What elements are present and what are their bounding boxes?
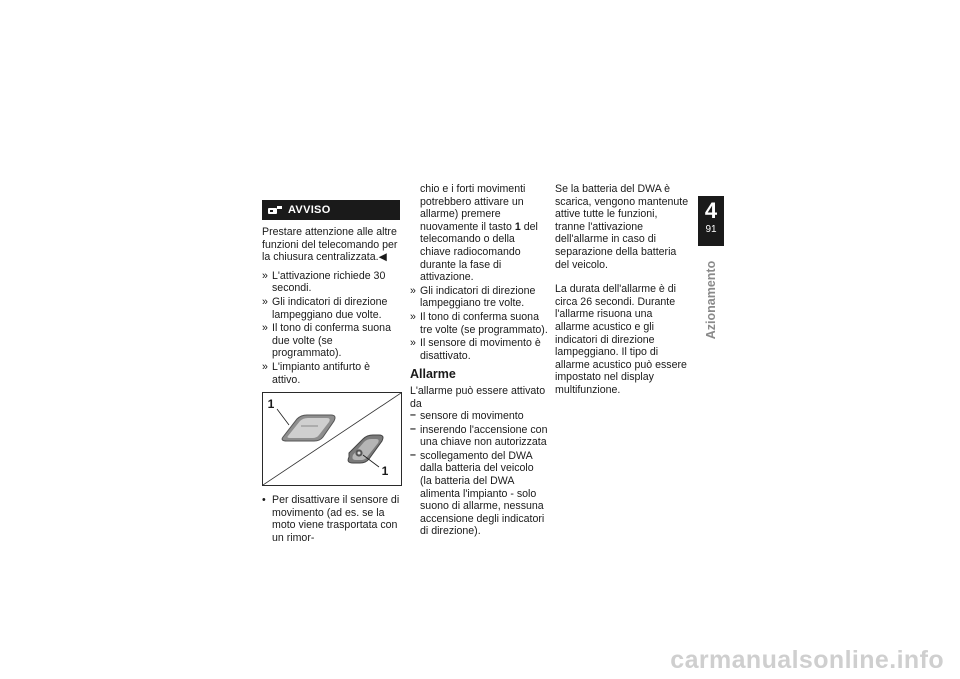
column-left	[262, 200, 400, 546]
column-middle	[410, 183, 548, 539]
radio-key-graphic	[348, 435, 383, 463]
battery-paragraph: Se la batteria del DWA è scarica, vengono mantenute attive tutte le funzioni, tranne l'attivazione dell'allarme in caso di separazione della batteria del veicolo.	[555, 183, 689, 271]
chapter-tab	[698, 196, 724, 246]
trigger-text: sensore di movimento	[420, 410, 524, 423]
list-item	[262, 361, 400, 386]
list-item	[262, 270, 400, 295]
alarm-triggers-list	[410, 410, 548, 538]
key-reference: 1	[514, 220, 521, 233]
trigger-text: inserendo l'accensione con una chiave non autorizzata	[420, 423, 548, 449]
result-text: Il sensore di movimento è disattivato.	[420, 337, 541, 362]
step-text: Per disattivare il sensore di movimento (ad es. se la moto viene trasportata con un rimor-	[272, 494, 400, 544]
result-marker: »	[410, 337, 416, 350]
result-marker: »	[262, 322, 268, 335]
list-item	[410, 311, 548, 336]
continuation-a: chio e i forti movimenti potrebbero attivare un allarme) premere nuovamente il tasto	[420, 183, 526, 233]
end-mark: ◀	[378, 251, 387, 264]
trigger-text: scollegamento del DWA dalla batteria del veicolo (la batteria del DWA alimenta l'impianto - solo suono di allarme, nessuna accensione degli indicatori di direzione).	[420, 449, 545, 538]
section-intro: L'allarme può essere attivato da	[410, 384, 546, 410]
result-marker: »	[410, 310, 416, 323]
list-item	[262, 296, 400, 321]
warning-text	[262, 226, 400, 264]
list-item	[410, 285, 548, 310]
result-marker: »	[262, 269, 268, 282]
remote-key-illustration	[263, 393, 401, 485]
remote-key-warning-icon	[268, 205, 282, 216]
result-text: Gli indicatori di direzione lampeggiano due volte.	[272, 295, 388, 321]
list-item	[262, 322, 400, 360]
result-marker: »	[262, 360, 268, 373]
chapter-number: 4	[704, 198, 718, 223]
result-text: Il tono di conferma suona tre volte (se programmato).	[420, 310, 548, 336]
watermark: carmanualsonline.info	[670, 646, 944, 674]
callout-bottom: 1	[381, 464, 389, 479]
dash-marker: –	[410, 448, 416, 461]
remote-fob-graphic	[282, 415, 335, 441]
warning-body: Prestare attenzione alle altre funzioni del telecomando per la chiusura centralizzata.	[262, 226, 398, 264]
activation-results-list	[262, 270, 400, 386]
duration-paragraph: La durata dell'allarme è di circa 26 secondi. Durante l'allarme risuona una allarme acustico e gli indicatori di direzione lampeggiano. Il tipo di allarme acustico può essere impostato nel display multifunzione.	[555, 283, 687, 396]
callout-top: 1	[267, 397, 275, 412]
list-item	[262, 494, 400, 544]
step-continuation	[410, 183, 548, 284]
result-marker: »	[262, 295, 268, 308]
list-item	[410, 424, 548, 449]
result-text: L'impianto antifurto è attivo.	[272, 360, 371, 386]
deactivation-step-list	[262, 494, 400, 544]
warning-header	[262, 200, 400, 220]
column-right	[555, 183, 690, 403]
step-marker: •	[262, 494, 266, 507]
deactivation-results-list	[410, 285, 548, 363]
continuation-b: del telecomando o della chiave radiocomando durante la fase di attivazione.	[420, 220, 538, 284]
result-text: L'attivazione richiede 30 secondi.	[272, 269, 386, 295]
warning-title: AVVISO	[288, 203, 331, 216]
result-text: Gli indicatori di direzione lampeggiano tre volte.	[420, 284, 536, 310]
list-item	[410, 337, 548, 362]
remote-key-figure	[262, 392, 402, 486]
result-text: Il tono di conferma suona due volte (se programmato).	[272, 322, 391, 360]
dash-marker: –	[410, 409, 416, 422]
chapter-side-title: Azionamento	[704, 260, 718, 340]
callout-top-leader	[277, 409, 289, 425]
page-number: 91	[705, 224, 717, 235]
list-item	[410, 410, 548, 423]
dash-marker: –	[410, 422, 416, 435]
section-title-allarme: Allarme	[410, 367, 456, 382]
list-item	[410, 450, 548, 538]
result-marker: »	[410, 284, 416, 297]
